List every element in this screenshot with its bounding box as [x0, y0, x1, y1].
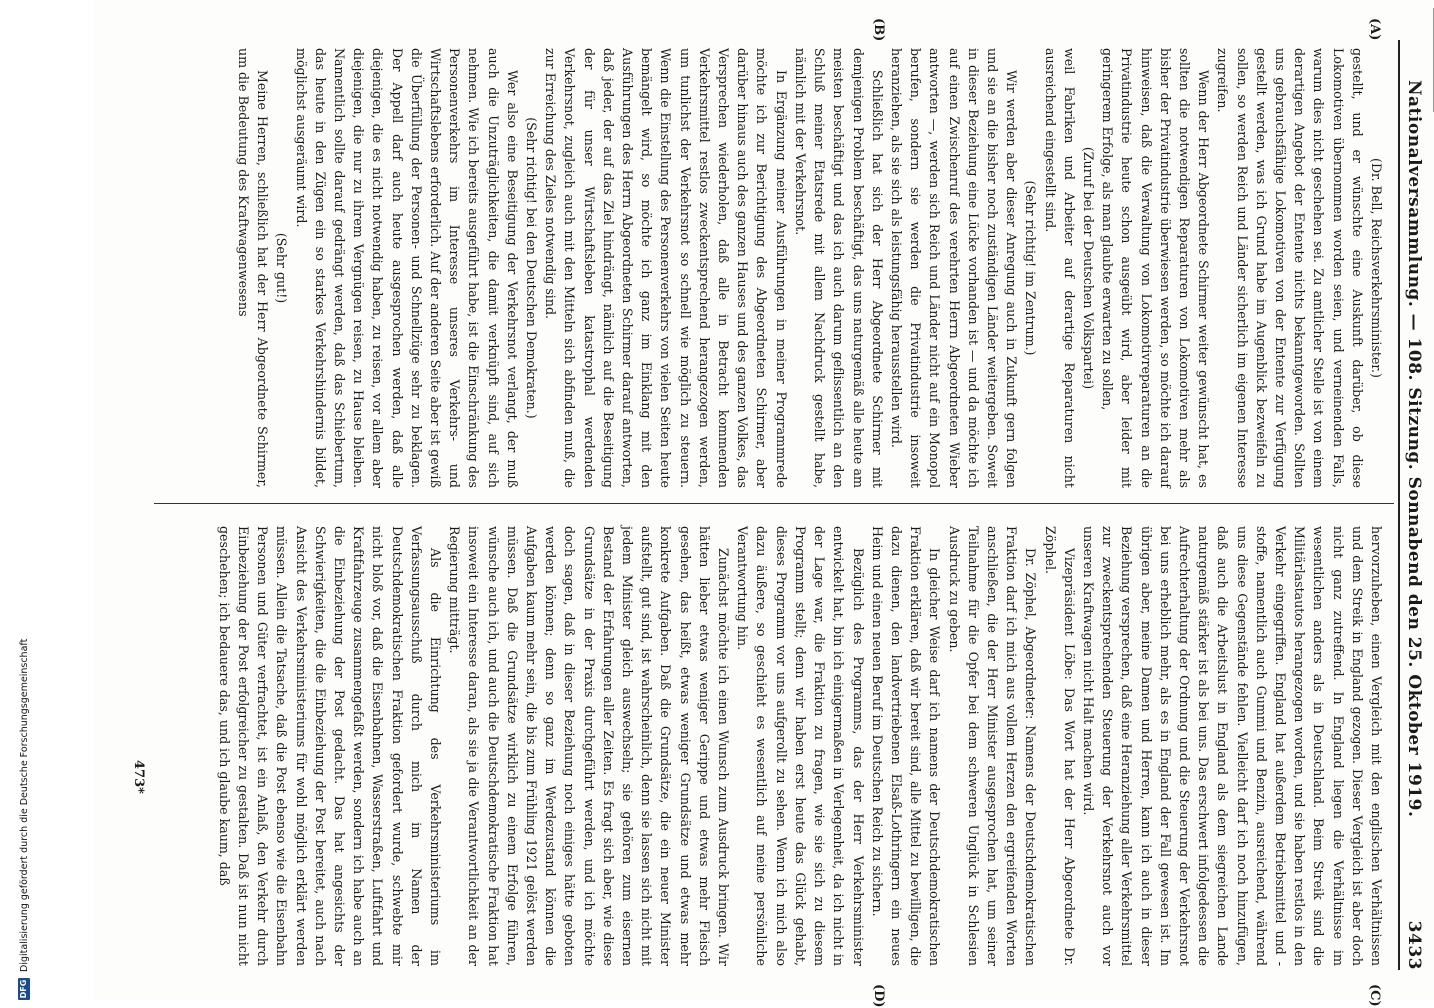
paragraph: Wer also eine Beseitigung der Verkehrsnot verlangt, der muß auch die Unzuträglichkeiten, die damit verknüpft sind, auf sich nehmen. Wie ich bereits ausgeführt habe, ist die Einschränkung des Personenverkehrs im Interesse unseres Verkehrs- und Wirtschaftslebens erforderlich. Auf der anderen Seite aber ist gewiß die Überfüllung der Personen- und Schnellzüge sehr zu beklagen. Der Appell darf auch heute ausgesprochen werden, daß alle diejenigen, die es nicht notwendig haben, zu reisen, vor allem aber diejenigen, die nur zu ihrem Vergnügen reisen, zu Hause bleiben. Namentlich sollte darauf gedrängt werden, daß das Schiebertum, das heute in den Zügen ein so starkes Verkehrshindernis bildet, möglichst ausgeräumt wird. — [293, 48, 520, 488]
paragraph: (Sehr gut!) — [274, 232, 290, 304]
paragraph: (Sehr richtig! im Zentrum.) — [1023, 180, 1039, 356]
paragraph: In gleicher Weise darf ich namens der Deutschdemokratischen Fraktion erklären, daß wir bereit sind, alle Mittel zu bewilligen, die dazu dienen, den landvertriebenen Elsaß-Lothringern ein neues Heim und einen neuen Beruf im Deutschen Reich zu sichern. — [869, 526, 943, 966]
signature-mark: 473* — [131, 760, 146, 794]
paragraph: Als die Einrichtung des Verkehrsministeriums im Verfassungsausschuß durch mich im Namen der Deutschdemokratischen Fraktion gefordert wurde, schwebte mir nicht bloß vor, daß die Eisenbahnen, Wasserstraßen, Luftfahrt und Kraftfahrzeuge zusammengefaßt werden, sondern ich habe auch an die Einbeziehung der Post gedacht. Das hat angesichts der Schwierigkeiten, die die Einbeziehung der Post bereitet, auch nach Ansicht des Verkehrsministeriums für wohl möglich erklärt werden müssen. Allein die Tatsache, daß die Post ebenso wie die Eisenbahn Personen und Güter verfrachtet, ist ein Anlaß, den Verkehr durch Einbeziehung der Post erfolgreicher zu gestalten. Daß ist nun nicht geschehen; ich bedauere das, und ich glaube kaum, daß — [216, 526, 444, 966]
margin-mark-d: (D) — [871, 984, 886, 1008]
paragraph: In Ergänzung meiner Ausführungen in meiner Programmrede möchte ich zur Berichtigung des Abgeordneten Schirmer, aber darüber hinaus auch des ganzen Hauses und des ganzen Volkes, das Versprechen wiederholen, daß alle in Betracht kommenden Verkehrsmittel restlos zweckentsprechend herangezogen werden, um tunlichst der Verkehrsnot so schnell wie möglich zu steuern. Wenn die Einstellung des Personenverkehrs von vielen Seiten heute bemängelt wird, so möchte ich ganz im Einklang mit den Ausführungen des Herrn Abgeordneten Schirmer darauf antworten, daß jeder, der auf das Ziel hindrängt, nämlich auf die Beseitigung der für unser Wirtschaftsleben katastrophal werdenden Verkehrsnot, zugleich auch mit den Mitteln sich abfinden muß, die zur Erreichung des Zieles notwendig sind. — [543, 48, 789, 488]
paragraph: Zunächst möchte ich einen Wunsch zum Ausdruck bringen. Wir hätten lieber etwas weniger Gerippe und etwas mehr Fleisch gesehen, das heißt, etwas weniger Grundsätze und etwas mehr konkrete Aufgaben. Daß die Grundsätze, die ein neuer Minister aufstellt, gut sind, ist wahrscheinlich, denn sie lassen sich nicht mit jedem Minister gleich auswechseln; sie gehören zum eisernen Bestand der Erfahrungen aller Zeiten. Es fragt sich aber, wie diese Grundsätze in der Praxis durchgeführt werden, und ich möchte doch sagen, daß in dieser Beziehung noch einiges hätte geboten werden können; denn so ganz im Werdezustand können die Aufgaben kaum mehr sein, die bis zum Frühling 1921 gelöst werden müssen. Daß die Grundsätze wirklich zu einem Erfolge führen, wünsche auch ich, und auch die Deutschdemokratische Fraktion hat insoweit ein Interesse daran, als sie ja die Verantwortlichkeit an der Regierung mitträgt. — [447, 526, 732, 966]
paragraph: weil Fabriken und Arbeiter auf derartige Reparaturen nicht ausreichend eingestellt sind. — [1042, 48, 1077, 488]
paragraph: Schließlich hat sich der Herr Abgeordnete Schirmer mit demjenigen Problem beschäftigt, das uns naturgemäß alle heute am meisten beschäftigt und das ich auch darum geflissentlich an den Schluß meiner Etatsrede mit allem Nachdruck gestellt habe, nämlich mit der Verkehrsnot. — [792, 48, 885, 488]
paragraph: Dr. Zöphel, Abgeordneter: Namens der Deutschdemokratischen Fraktion darf ich mich aus vollem Herzen den ergreifenden Worten anschließen, die der Herr Minister ausgesprochen hat, um seiner Teilnahme für die Opfer bei dem schweren Unglück in Schlesien Ausdruck zu geben. — [946, 526, 1039, 966]
paragraph: Wir werden aber dieser Anregung auch in Zukunft gern folgen und sie an die bisher noch zuständigen Länder weitergeben. Soweit in dieser Beziehung eine Lücke vorhanden ist — und da möchte ich auf einen Zwischenruf des verehrten Herrn Abgeordneten Wieber antworten —, werden sich Reich und Länder nicht auf ein Monopol berufen, sondern sie werden die Privatindustrie insoweit heranziehen, als sie sich als leistungsfähig herausstellen wird. — [888, 48, 1020, 488]
dfg-logo-icon: DFG — [19, 979, 28, 999]
left-column — [234, 48, 1386, 488]
paragraph: Bezüglich des Programms, das der Herr Verkehrsminister entwickelt hat, bin ich einigermaßen in Verlegenheit, da ich nicht in der Lage war, die Fraktion zu fragen, wie sie sich zu diesem Programm stellt; denn wir haben erst heute das Glück gehabt, dieses Programm vor uns aufgerollt zu sehen. Wenn ich mich also dazu äußere, so geschieht es wesentlich auf meine persönliche Verantwortung hin. — [735, 526, 866, 966]
margin-mark-b: (B) — [871, 18, 886, 42]
margin-mark-a: (A) — [1367, 18, 1382, 41]
paragraph: (Zuruf bei der Deutschen Volkspartei) — [1080, 146, 1096, 390]
paragraph: Meine Herren, schließlich hat der Herr Abgeordnete Schirmer, um die Bedeutung des Kraftwagenwesens — [236, 48, 271, 488]
page-header — [1400, 40, 1428, 970]
paragraph: (Sehr richtig! bei den Deutschen Demokraten.) — [524, 117, 540, 419]
document-page — [94, 0, 1434, 1008]
margin-mark-c: (C) — [1367, 984, 1382, 1007]
paragraph: gestellt, und er wünschte eine Auskunft darüber, ob diese Lokomotiven übernommen worden seien, und verneinenden Falls, warum dies nicht geschehen sei. Zu amtlicher Stelle ist von einem derartigen Angebot der Entente nichts bekanntgeworden. Sollten uns gebrauchsfähige Lokomotiven von der Entente zur Verfügung gestellt werden, was ich Grund habe im Augenblick bezweifeln zu sollen, so werden Reich und Länder sicherlich im eigenen Interesse zugreifen. — [1215, 48, 1365, 488]
right-column — [215, 526, 1386, 966]
page-number: 3433 — [1404, 920, 1424, 970]
credit-text: Digitalisierung gefördert durch die Deutsche Forschungsgemeinschaft — [18, 638, 30, 972]
paragraph: (Dr. Bell, Reichsverkehrsminister.) — [1369, 158, 1384, 378]
paragraph: hervorzuheben, einen Vergleich mit den englischen Verhältnissen und dem Streik in England gezogen. Dieser Vergleich ist aber doch nicht ganz zutreffend. In England liegen die Verhältnisse im wesentlichen anders als in Deutschland. Beim Streik sind die Militärlastautos herangezogen worden, und sie haben restlos in den Verkehr eingegriffen. England hat außerdem Betriebsmittel und -stoffe, namentlich auch Gummi und Benzin, ausreichend, während uns diese Gegenstände fehlen. Vielleicht darf ich noch hinzufügen, daß auch die Arbeitslust in England als dem siegreichen Lande naturgemäß stärker ist als bei uns. Das erschwert infolgedessen die Aufrechterhaltung der Ordnung und die Steuerung der Verkehrsnot bei uns erheblich mehr, als es in England der Fall gewesen ist. Im übrigen aber, meine Damen und Herren, kann ich auch in dieser Beziehung versprechen, daß eine Heranziehung aller Verkehrsmittel zur zweckentsprechenden Steuerung der Verkehrsnot auch vor unseren Kraftwagen nicht Halt machen wird. — [1080, 526, 1384, 966]
digitization-credit — [14, 0, 34, 1000]
header-title: Nationalversammlung. — 108. Sitzung. Sonnabend den 25. Oktober 1919. — [1404, 80, 1424, 818]
column-divider — [154, 503, 1394, 504]
paragraph: Vizepräsident Löbe: Das Wort hat der Herr Abgeordnete Dr. Zöphel. — [1042, 526, 1077, 966]
header-rule — [1399, 40, 1401, 970]
paragraph: Wenn der Herr Abgeordnete Schirmer weiter gewünscht hat, es sollten die notwendigen Reparaturen von Lokomotiven mehr als bisher der Privatindustrie überwiesen werden, so möchte ich darauf hinweisen, daß die Verwaltung von Lokomotivreparaturen an die Privatindustrie heute schon ausgeübt wird, aber leider mit geringerem Erfolge, als man glaubte erwarten zu sollen, — [1100, 48, 1212, 488]
